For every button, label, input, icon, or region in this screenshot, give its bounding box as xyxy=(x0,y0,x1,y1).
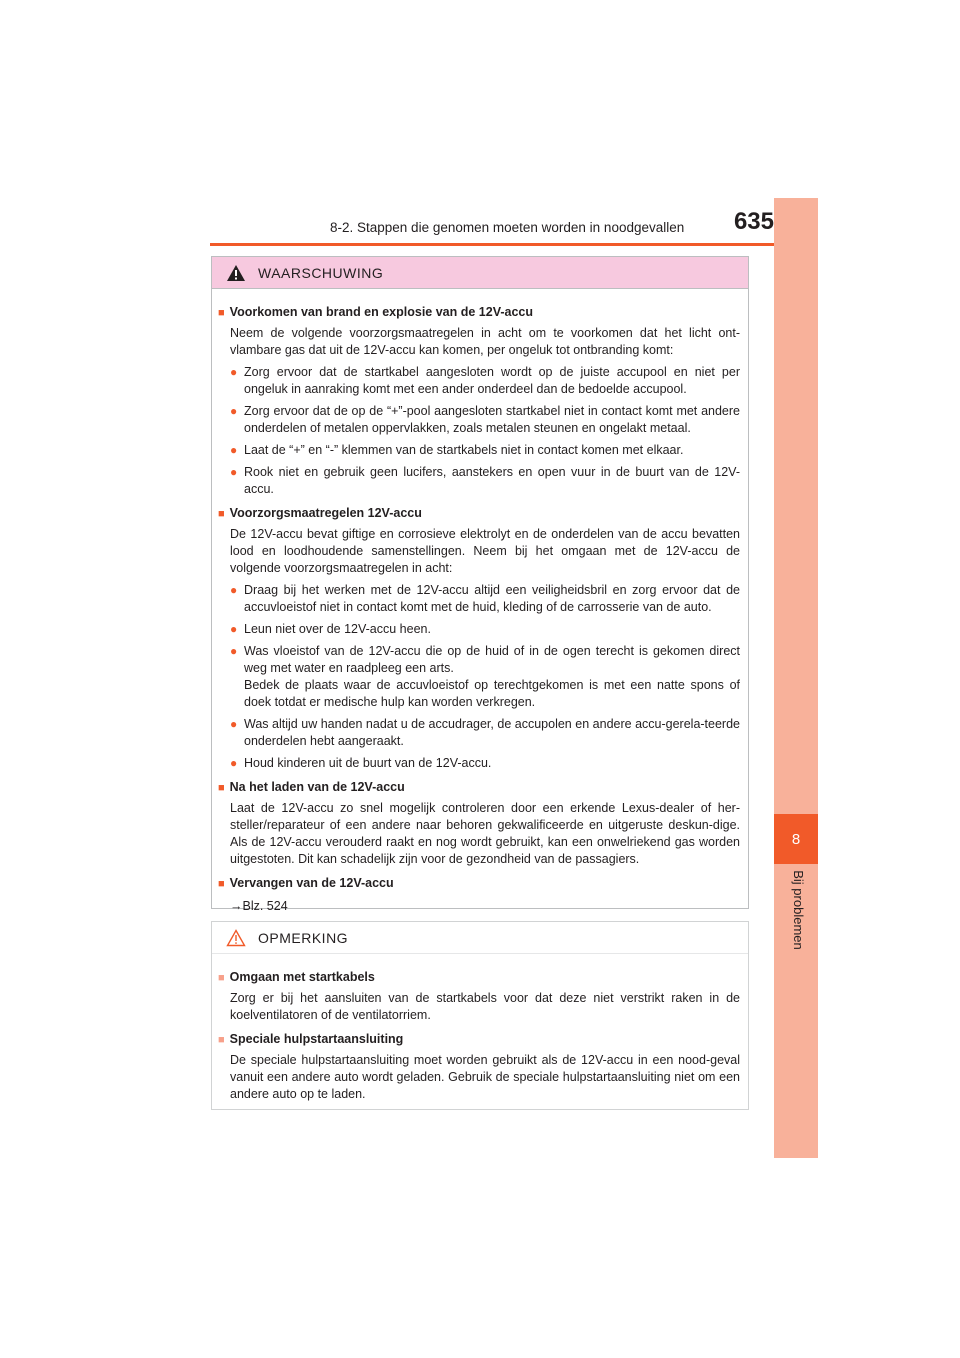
bullet-dot-icon: ● xyxy=(230,717,238,731)
header-rule xyxy=(210,243,818,246)
bullet-dot-icon: ● xyxy=(230,622,238,636)
warning-title: WAARSCHUWING xyxy=(258,264,384,281)
page-number: 635 xyxy=(733,208,774,235)
list-item: ● Laat de “+” en “-” klemmen van de startkabels niet in contact komen met elkaar. xyxy=(230,443,684,457)
list-item: ● Was altijd uw handen nadat u de accudrager, de accupolen en andere accu-gerela-teerde onderdelen hebt aangeraakt. xyxy=(230,717,740,748)
section-intro: De speciale hulpstartaansluiting moet worden gebruikt als de 12V-accu in een nood-geval vanuit een andere auto wordt geladen. Gebruik de speciale hulpstartaansluiting niet om een andere auto op te laden. xyxy=(230,1053,740,1101)
list-item: ● Rook niet en gebruik geen lucifers, aanstekers en open vuur in de buurt van de 12V-accu. xyxy=(230,465,740,496)
section-heading: ■ Vervangen van de 12V-accu xyxy=(218,876,394,890)
section-heading: ■ Na het laden van de 12V-accu xyxy=(218,780,405,794)
list-item: ● Leun niet over de 12V-accu heen. xyxy=(230,622,431,636)
list-item: ● Houd kinderen uit de buurt van de 12V-accu. xyxy=(230,756,492,770)
bullet-dot-icon: ● xyxy=(230,583,238,597)
list-item: ● Zorg ervoor dat de startkabel aangesloten wordt op de juiste accupool en niet per ongeluk in aanraking komt met een ander onderdeel dan de bedoelde accupool. xyxy=(230,365,740,396)
warning-box xyxy=(211,256,749,913)
bullet-dot-icon: ● xyxy=(230,756,238,770)
section-title: 8-2. Stappen die genomen moeten worden in noodgevallen xyxy=(330,220,685,235)
warning-header xyxy=(212,257,748,289)
warning-triangle-icon xyxy=(226,264,246,282)
list-item: ● Was vloeistof van de 12V-accu die op de huid of in de ogen terecht is gekomen direct weg met water en raadpleeg een arts. Bedek de plaats waar de accuvloeistof op terechtgekomen is met een natte spons of doek totdat er medische hulp kan worden verkregen. xyxy=(230,644,740,709)
page-reference: →Blz. 524 xyxy=(230,899,288,913)
list-item: ● Zorg ervoor dat de op de “+”-pool aangesloten startkabel niet in contact komt met andere onderdelen of metalen oppervlakken, zoals metalen steunen en ongelakt metaal. xyxy=(230,404,740,435)
section-heading: ■ Omgaan met startkabels xyxy=(218,970,375,984)
note-title: OPMERKING xyxy=(258,929,349,946)
section-heading: ■ Voorkomen van brand en explosie van de 12V-accu xyxy=(218,305,534,319)
bullet-dot-icon: ● xyxy=(230,404,238,418)
list-item: ● Draag bij het werken met de 12V-accu altijd een veiligheidsbril en zorg ervoor dat de accuvloeistof niet in contact komt met de huid, kleding of de carrosserie van de auto. xyxy=(230,583,740,614)
note-box xyxy=(211,921,749,1110)
section-intro: Laat de 12V-accu zo snel mogelijk controleren door een erkende Lexus-dealer of her-steller/reparateur of een andere naar behoren gekwalificeerde en uitgeruste deskun-dige. Als de 12V-accu verouderd raakt en nog wordt gebruikt, kan een onwelriekend gas worden uitgestoten. Dit kan schadelijk zijn voor de gezondheid van de passagiers. xyxy=(230,801,740,866)
chapter-number: 8 xyxy=(774,814,818,864)
bullet-dot-icon: ● xyxy=(230,644,238,658)
section-intro: Zorg er bij het aansluiten van de startkabels voor dat deze niet verstrikt raken in de koelventilatoren of de ventilatorriem. xyxy=(230,991,740,1022)
section-intro: Neem de volgende voorzorgsmaatregelen in acht om te voorkomen dat het licht ont-vlambare gas dat uit de 12V-accu kan komen, per ongeluk tot ontbranding komt: xyxy=(230,326,740,357)
section-heading: ■ Speciale hulpstartaansluiting xyxy=(218,1032,404,1046)
bullet-dot-icon: ● xyxy=(230,443,238,457)
section-intro: De 12V-accu bevat giftige en corrosieve elektrolyt en de onderdelen van de accu bevatten lood en loodhoudende samenstellingen. Neem bij het omgaan met de 12V-accu de volgende voorzorgsmaatregelen in acht: xyxy=(230,527,740,575)
chapter-side-tab xyxy=(774,198,818,1158)
chapter-label: Bij problemen xyxy=(791,870,806,950)
bullet-dot-icon: ● xyxy=(230,365,238,379)
section-heading: ■ Voorzorgsmaatregelen 12V-accu xyxy=(218,506,422,520)
note-header xyxy=(212,922,748,954)
bullet-dot-icon: ● xyxy=(230,465,238,479)
caution-triangle-icon xyxy=(226,929,246,947)
